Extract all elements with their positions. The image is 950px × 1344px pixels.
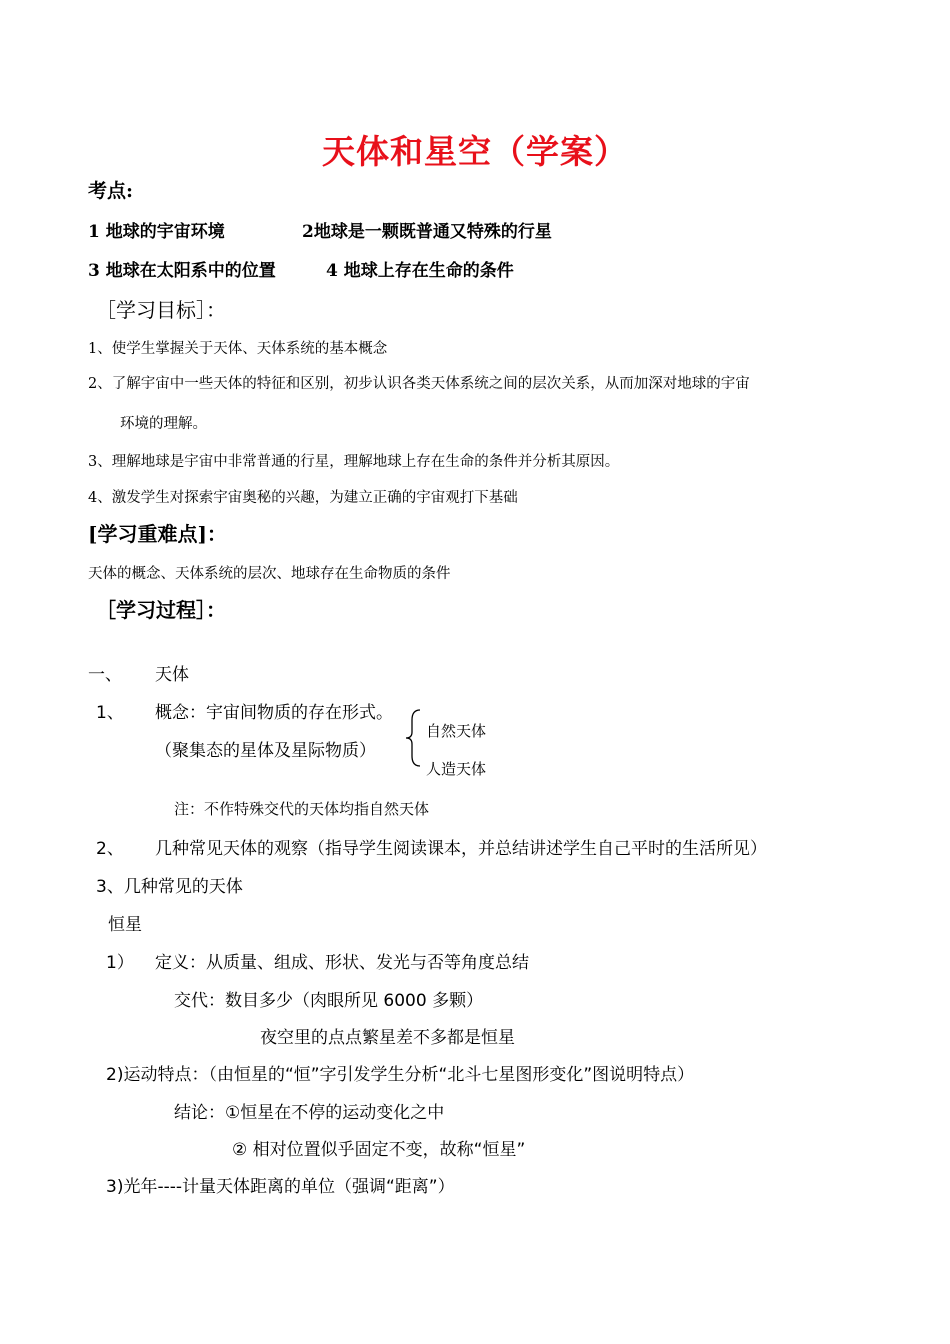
brace-item-natural: 自然天体 — [426, 722, 487, 740]
curly-brace-icon — [404, 708, 422, 768]
kaodian-item-1: 1 地球的宇宙环境 — [88, 222, 225, 242]
definition-night-sky: 夜空里的点点繁星差不多都是恒星 — [260, 1028, 515, 1048]
process-heading: ［学习过程］： — [96, 598, 226, 622]
common-bodies-heading: 3、几种常见的天体 — [96, 877, 243, 897]
light-year-text: 3)光年----计量天体距离的单位（强调“距离”） — [106, 1177, 455, 1197]
kaodian-item-3: 3 地球在太阳系中的位置 — [88, 261, 276, 281]
objective-item: 1、使学生掌握关于天体、天体系统的基本概念 — [88, 341, 388, 357]
kaodian-heading: 考点: — [88, 180, 134, 202]
brace-item-artificial: 人造天体 — [426, 760, 487, 778]
objectives-heading: ［学习目标］： — [96, 298, 226, 322]
objective-item: 2、了解宇宙中一些天体的特征和区别，初步认识各类天体系统之间的层次关系，从而加深对地球的宇宙 — [88, 376, 750, 392]
motion-text: 2)运动特点：（由恒星的“恒”字引发学生分析“北斗七星图形变化”图说明特点） — [106, 1065, 695, 1085]
observation-number: 2、 — [96, 839, 124, 859]
objective-item: 3、理解地球是宇宙中非常普通的行星，理解地球上存在生命的条件并分析其原因。 — [88, 454, 620, 470]
concept-text: 概念：宇宙间物质的存在形式。 — [155, 703, 393, 723]
definition-explain: 交代：数目多少（肉眼所见 6000 多颗） — [174, 991, 484, 1011]
concept-number: 1、 — [96, 703, 124, 723]
note-text: 注：不作特殊交代的天体均指自然天体 — [174, 800, 430, 818]
definition-text: 定义：从质量、组成、形状、发光与否等角度总结 — [155, 953, 529, 973]
key-points-heading: [学习重难点]： — [88, 522, 227, 546]
objective-item: 环境的理解。 — [120, 416, 207, 432]
observation-text: 几种常见天体的观察（指导学生阅读课本，并总结讲述学生自己平时的生活所见） — [155, 839, 767, 859]
definition-number: 1） — [106, 953, 134, 973]
kaodian-item-4: 4 地球上存在生命的条件 — [326, 261, 514, 281]
section-1-title: 天体 — [155, 665, 189, 685]
conclusion-1: 结论：①恒星在不停的运动变化之中 — [174, 1103, 445, 1123]
concept-subtext: （聚集态的星体及星际物质） — [155, 741, 376, 761]
key-points-text: 天体的概念、天体系统的层次、地球存在生命物质的条件 — [88, 566, 451, 582]
kaodian-item-2: 2地球是一颗既普通又特殊的行星 — [302, 222, 552, 242]
section-1-number: 一、 — [88, 665, 122, 685]
star-heading: 恒星 — [108, 915, 142, 935]
conclusion-2: ② 相对位置似乎固定不变，故称“恒星” — [232, 1140, 526, 1160]
objective-item: 4、激发学生对探索宇宙奥秘的兴趣，为建立正确的宇宙观打下基础 — [88, 490, 518, 506]
page-title: 天体和星空（学案） — [322, 132, 628, 171]
